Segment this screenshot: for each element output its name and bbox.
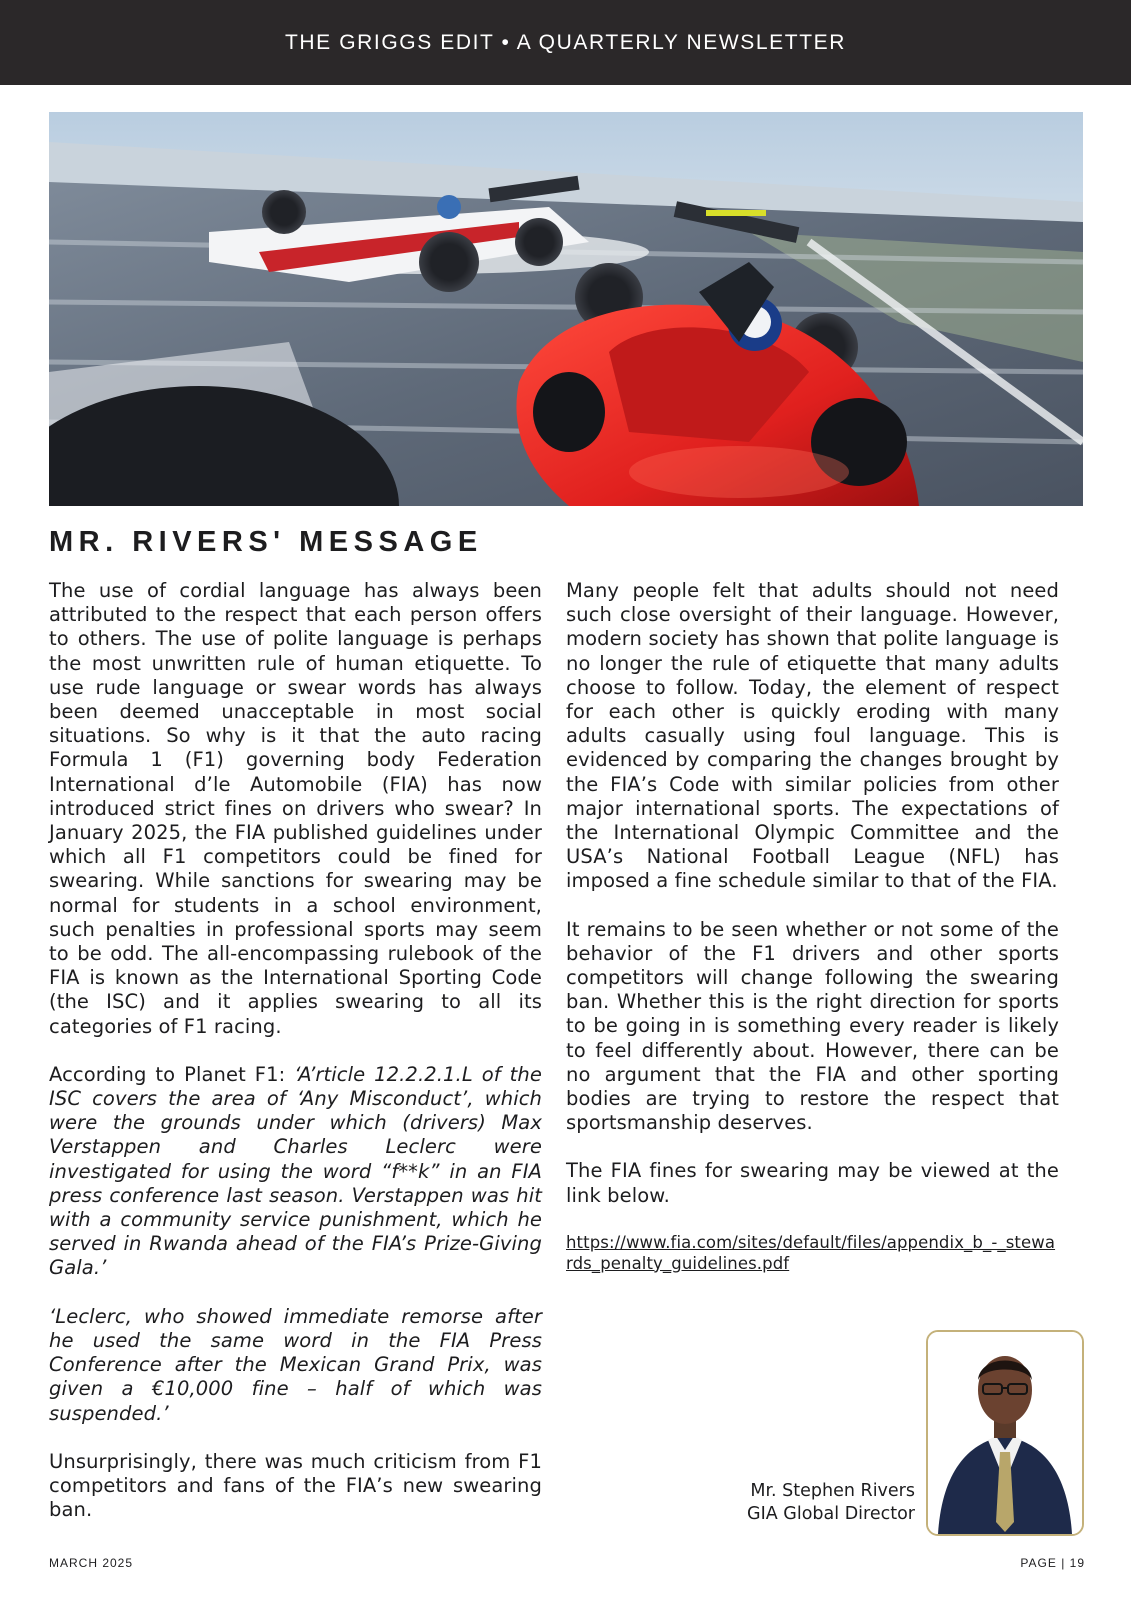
article-paragraph-quote (49, 1063, 542, 1281)
article-paragraph: Many people felt that adults should not need such close oversight of their language. However, modern society has shown that polite language is no longer the rule of etiquette that many adults choose to follow. Today, the element of respect for each other is quickly eroding with many adults casually using foul language. This is evidenced by comparing the changes brought by the FIA’s Code with similar policies from other major international sports. The expectations of the International Olympic Committee and the USA’s National Football League (NFL) has imposed a fine schedule similar to that of the FIA. (566, 579, 1059, 893)
page-number: PAGE | 19 (1020, 1556, 1085, 1570)
fia-guidelines-link[interactable]: https://www.fia.com/sites/default/files/appendix_b_-_stewards_penalty_guidelines.pdf (566, 1232, 1056, 1273)
author-role: GIA Global Director (747, 1504, 915, 1524)
article-paragraph: The FIA fines for swearing may be viewed at the link below. (566, 1159, 1059, 1207)
article-paragraph: It remains to be seen whether or not some of the behavior of the F1 drivers and other sports competitors will change following the swearing ban. Whether this is the right direction for sports to be going in is something every reader is likely to feel differently about. However, there can be no argument that the FIA and other sporting bodies are trying to restore the respect that sportsmanship deserves. (566, 917, 1059, 1135)
planet-f1-quote: ‘A’rticle 12.2.2.1.L of the ISC covers the area of ‘Any Misconduct’, which were the grounds under which (drivers) Max Verstappen and Charles Leclerc were investigated for using the word “f**k” in an FIA press conference last season. Verstappen was hit with a community service punishment, which he served in Rwanda ahead of the FIA’s Prize-Giving Gala.’ (49, 1062, 542, 1280)
article-left-column (49, 579, 542, 1546)
quote-intro: According to Planet F1: (49, 1062, 295, 1086)
article-paragraph: Unsurprisingly, there was much criticism from F1 competitors and fans of the FIA’s new swearing ban. (49, 1449, 542, 1522)
author-name: Mr. Stephen Rivers (750, 1481, 915, 1501)
leclerc-quote: ‘Leclerc, who showed immediate remorse after he used the same word in the FIA Press Conference after the Mexican Grand Prix, was given a €10,000 fine – half of which was suspended.’ (49, 1304, 542, 1425)
newsletter-header (0, 0, 1131, 85)
article-right-column (566, 579, 1059, 1274)
article-heading: MR. RIVERS' MESSAGE (49, 526, 483, 558)
issue-date: MARCH 2025 (49, 1556, 134, 1570)
author-signature (700, 1480, 915, 1526)
article-paragraph: The use of cordial language has always been attributed to the respect that each person offers to others. The use of polite language is perhaps the most unwritten rule of human etiquette. To use rude language or swear words has always been deemed unacceptable in most social situations. So why is it that the auto racing Formula 1 (F1) governing body Federation International d’le Automobile (FIA) has now introduced strict fines on drivers who swear? In January 2025, the FIA published guidelines under which all F1 competitors could be fined for swearing. While sanctions for swearing may be normal for students in a school environment, such penalties in professional sports may seem to be odd. The all-encompassing rulebook of the FIA is known as the International Sporting Code (the ISC) and it applies swearing to all its categories of F1 racing. (49, 579, 542, 1038)
author-portrait (926, 1330, 1084, 1536)
newsletter-title: THE GRIGGS EDIT • A QUARTERLY NEWSLETTER (284, 30, 847, 54)
hero-image-f1-cars (49, 112, 1083, 506)
article-paragraph-quote (49, 1305, 542, 1426)
